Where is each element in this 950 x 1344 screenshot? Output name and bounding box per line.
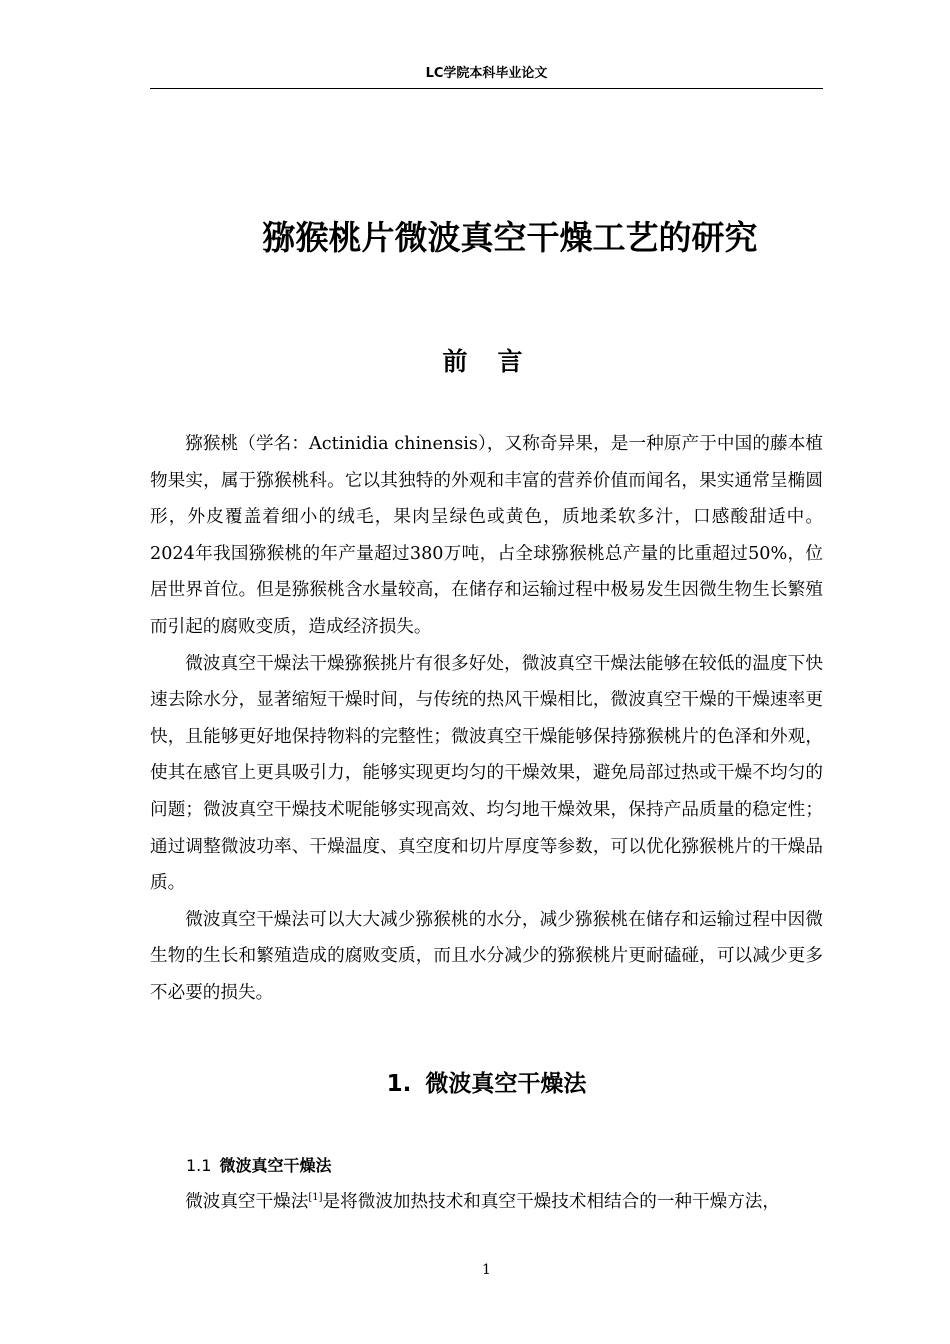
- preface-heading: 前言: [442, 347, 553, 376]
- paper-title: 猕猴桃片微波真空干燥工艺的研究: [262, 218, 758, 257]
- section-heading: [186, 1152, 786, 1180]
- preface-body: [150, 426, 823, 1012]
- section-paragraph-1: [150, 1184, 823, 1221]
- page-number: 1: [482, 1262, 491, 1278]
- chapter-title: 微波真空干燥法: [425, 1071, 587, 1097]
- preface-paragraph-3: 微波真空干燥法可以大大减少猕猴桃的水分，减少猕猴桃在储存和运输过程中因微生物的生长和繁殖造成的腐败变质，而且水分减少的猕猴桃片更耐磕碰，可以减少更多不必要的损失。: [150, 909, 823, 1003]
- chapter-number: 1.: [386, 1071, 412, 1097]
- preface-paragraph-2: 微波真空干燥法干燥猕猴挑片有很多好处，微波真空干燥法能够在较低的温度下快速去除水分，显著缩短干燥时间，与传统的热风干燥相比，微波真空干燥的干燥速率更快，且能够更好地保持物料的完整性；微波真空干燥能够保持猕猴桃片的色泽和外观，使其在感官上更具吸引力，能够实现更均匀的干燥效果，避免局部过热或干燥不均匀的问题；微波真空干燥技术呢能够实现高效、均匀地干燥效果，保持产品质量的稳定性；通过调整微波功率、干燥温度、真空度和切片厚度等参数，可以优化猕猴桃片的干燥品质。: [150, 653, 823, 894]
- section-title: 微波真空干燥法: [219, 1156, 332, 1175]
- section-number: 1.1: [186, 1156, 212, 1175]
- citation-ref[interactable]: [1]: [308, 1192, 323, 1203]
- chapter-heading: [150, 1066, 823, 1102]
- section-text-before-ref: 微波真空干燥法: [185, 1192, 309, 1212]
- preface-paragraph-1: 猕猴桃（学名：Actinidia chinensis），又称奇异果，是一种原产于中国的藤本植物果实，属于猕猴桃科。它以其独特的外观和丰富的营养价值而闻名，果实通常呈椭圆形，外皮覆盖着细小的绒毛，果肉呈绿色或黄色，质地柔软多汁，口感酸甜适中。2024年我国猕猴桃的年产量超过380万吨，占全球猕猴桃总产量的比重超过50%，位居世界首位。但是猕猴桃含水量较高，在储存和运输过程中极易发生因微生物生长繁殖而引起的腐败变质，造成经济损失。: [150, 434, 823, 637]
- section-body: [150, 1184, 823, 1221]
- header-rule: [150, 88, 823, 89]
- running-header: LC学院本科毕业论文: [425, 66, 548, 81]
- section-text-after-ref: 是将微波加热技术和真空干燥技术相结合的一种干燥方法，: [322, 1192, 780, 1212]
